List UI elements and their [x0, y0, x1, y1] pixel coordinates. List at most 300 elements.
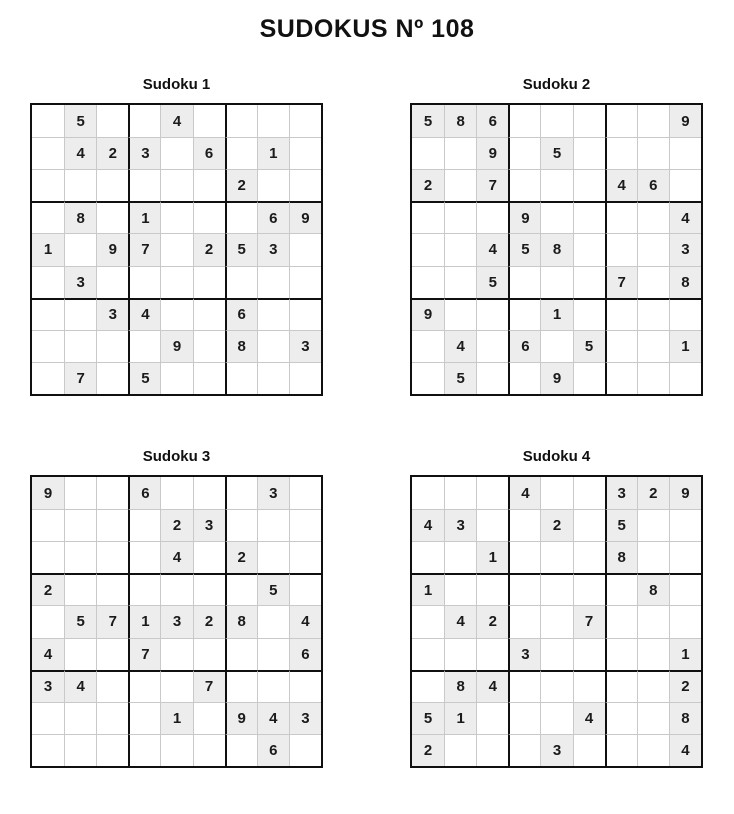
sudoku-cell: 6 [225, 298, 257, 330]
sudoku-cell: 3 [605, 477, 637, 509]
sudoku-cell [128, 573, 160, 605]
sudoku-cell [64, 330, 96, 362]
sudoku-cell: 3 [32, 670, 64, 702]
sudoku-cell [573, 477, 605, 509]
sudoku-cell: 2 [412, 169, 444, 201]
sudoku-cell [257, 169, 289, 201]
sudoku-cell: 1 [32, 233, 64, 265]
printable-sudoku-page [0, 14, 734, 768]
sudoku-cell [540, 330, 572, 362]
sudoku-cell: 8 [64, 201, 96, 233]
sudoku-cell [96, 670, 128, 702]
sudoku-cell [508, 541, 540, 573]
sudoku-cell [476, 362, 508, 394]
sudoku-cell [128, 105, 160, 137]
sudoku-cell: 4 [257, 702, 289, 734]
sudoku-cell [32, 137, 64, 169]
sudoku-4-board [410, 475, 703, 768]
sudoku-cell: 4 [64, 137, 96, 169]
sudoku-cell: 9 [669, 477, 701, 509]
sudoku-cell: 4 [412, 509, 444, 541]
sudoku-cell [573, 362, 605, 394]
sudoku-cell: 8 [444, 105, 476, 137]
sudoku-cell: 4 [160, 105, 192, 137]
sudoku-cell [605, 137, 637, 169]
sudoku-cell [476, 201, 508, 233]
sudoku-cell: 7 [64, 362, 96, 394]
sudoku-cell [508, 169, 540, 201]
sudoku-cell: 4 [160, 541, 192, 573]
sudoku-cell: 6 [637, 169, 669, 201]
sudoku-cell: 3 [257, 477, 289, 509]
sudoku-cell [637, 137, 669, 169]
sudoku-cell [257, 638, 289, 670]
sudoku-cell [573, 573, 605, 605]
sudoku-cell: 1 [128, 201, 160, 233]
sudoku-cell [637, 298, 669, 330]
sudoku-cell: 4 [605, 169, 637, 201]
sudoku-cell: 3 [96, 298, 128, 330]
sudoku-cell [412, 233, 444, 265]
sudoku-cell: 4 [669, 201, 701, 233]
sudoku-cell [193, 266, 225, 298]
sudoku-cell [412, 541, 444, 573]
sudoku-cell [637, 541, 669, 573]
sudoku-cell [160, 477, 192, 509]
sudoku-cell [289, 541, 321, 573]
sudoku-cell [573, 266, 605, 298]
sudoku-cell [128, 266, 160, 298]
sudoku-cell [160, 573, 192, 605]
sudoku-cell [444, 573, 476, 605]
sudoku-cell: 5 [412, 702, 444, 734]
sudoku-cell [669, 605, 701, 637]
sudoku-cell: 3 [540, 734, 572, 766]
sudoku-cell: 6 [476, 105, 508, 137]
sudoku-cell [508, 734, 540, 766]
sudoku-cell: 4 [476, 233, 508, 265]
sudoku-cell [476, 298, 508, 330]
sudoku-cell [225, 362, 257, 394]
sudoku-cell [540, 266, 572, 298]
sudoku-cell [508, 266, 540, 298]
sudoku-cell: 7 [573, 605, 605, 637]
sudoku-cell: 1 [160, 702, 192, 734]
sudoku-cell [605, 573, 637, 605]
sudoku-cell [508, 702, 540, 734]
sudoku-cell [573, 541, 605, 573]
sudoku-cell [540, 638, 572, 670]
sudoku-cell [193, 298, 225, 330]
sudoku-cell [160, 201, 192, 233]
sudoku-cell: 9 [225, 702, 257, 734]
sudoku-cell [573, 137, 605, 169]
sudoku-cell [289, 105, 321, 137]
sudoku-cell [605, 298, 637, 330]
sudoku-cell [160, 233, 192, 265]
sudoku-cell: 9 [32, 477, 64, 509]
sudoku-cell [64, 509, 96, 541]
sudoku-cell [96, 105, 128, 137]
sudoku-cell: 8 [225, 330, 257, 362]
sudoku-cell [412, 670, 444, 702]
sudoku-cell [508, 105, 540, 137]
sudoku-cell [32, 266, 64, 298]
sudoku-cell [573, 734, 605, 766]
sudoku-cell [412, 477, 444, 509]
sudoku-cell [128, 509, 160, 541]
sudoku-cell: 3 [64, 266, 96, 298]
sudoku-cell [257, 298, 289, 330]
sudoku-cell [225, 573, 257, 605]
sudoku-cell: 6 [289, 638, 321, 670]
sudoku-cell [32, 298, 64, 330]
sudoku-cell [32, 734, 64, 766]
sudoku-cell: 4 [476, 670, 508, 702]
sudoku-cell: 2 [637, 477, 669, 509]
sudoku-cell [540, 477, 572, 509]
sudoku-cell [257, 330, 289, 362]
sudoku-cell: 1 [128, 605, 160, 637]
sudoku-cell [32, 702, 64, 734]
sudoku-cell [412, 266, 444, 298]
sudoku-cell [637, 266, 669, 298]
sudoku-cell [573, 509, 605, 541]
sudoku-cell [508, 137, 540, 169]
sudoku-cell: 1 [476, 541, 508, 573]
sudoku-1-board [30, 103, 323, 396]
sudoku-cell [160, 670, 192, 702]
sudoku-cell: 8 [637, 573, 669, 605]
sudoku-cell: 4 [444, 330, 476, 362]
sudoku-cell [225, 137, 257, 169]
sudoku-cell: 5 [605, 509, 637, 541]
sudoku-cell: 5 [540, 137, 572, 169]
sudoku-cell [444, 137, 476, 169]
sudoku-cell: 4 [64, 670, 96, 702]
sudoku-cell: 2 [540, 509, 572, 541]
sudoku-cell [257, 605, 289, 637]
sudoku-cell: 5 [476, 266, 508, 298]
sudoku-cell [289, 266, 321, 298]
sudoku-cell [289, 670, 321, 702]
sudoku-cell: 4 [669, 734, 701, 766]
sudoku-cell: 3 [669, 233, 701, 265]
sudoku-cell [64, 573, 96, 605]
sudoku-cell [160, 137, 192, 169]
sudoku-cell: 5 [444, 362, 476, 394]
sudoku-cell: 3 [128, 137, 160, 169]
sudoku-cell [64, 541, 96, 573]
sudoku-cell [128, 541, 160, 573]
sudoku-cell: 3 [289, 702, 321, 734]
sudoku-row-bottom [30, 448, 703, 768]
sudoku-cell [605, 233, 637, 265]
sudoku-cell: 5 [412, 105, 444, 137]
sudoku-cell [225, 201, 257, 233]
sudoku-cell [128, 330, 160, 362]
sudoku-cell: 5 [64, 605, 96, 637]
sudoku-cell [257, 105, 289, 137]
sudoku-cell [64, 702, 96, 734]
sudoku-cell [573, 201, 605, 233]
sudoku-cell [573, 233, 605, 265]
sudoku-cell [128, 702, 160, 734]
sudoku-cell [444, 233, 476, 265]
sudoku-cell [412, 638, 444, 670]
sudoku-cell [64, 233, 96, 265]
sudoku-cell [540, 105, 572, 137]
sudoku-cell [637, 201, 669, 233]
sudoku-4-block [410, 448, 703, 768]
sudoku-cell [444, 266, 476, 298]
sudoku-cell: 1 [257, 137, 289, 169]
sudoku-2-board [410, 103, 703, 396]
sudoku-4-title: Sudoku 4 [522, 448, 591, 465]
sudoku-cell [160, 298, 192, 330]
sudoku-cell [605, 362, 637, 394]
sudoku-cell [289, 509, 321, 541]
sudoku-cell: 4 [573, 702, 605, 734]
sudoku-cell [225, 638, 257, 670]
sudoku-cell: 5 [508, 233, 540, 265]
sudoku-cell [193, 702, 225, 734]
sudoku-cell: 1 [669, 638, 701, 670]
sudoku-cell [289, 477, 321, 509]
sudoku-cell [96, 477, 128, 509]
sudoku-cell [637, 233, 669, 265]
sudoku-cell [289, 169, 321, 201]
sudoku-cell [225, 734, 257, 766]
sudoku-cell [32, 169, 64, 201]
sudoku-cell [193, 638, 225, 670]
sudoku-cell [476, 638, 508, 670]
sudoku-cell [96, 734, 128, 766]
sudoku-cell [96, 638, 128, 670]
sudoku-cell: 2 [193, 233, 225, 265]
sudoku-cell [476, 509, 508, 541]
sudoku-cell [476, 702, 508, 734]
sudoku-cell [193, 734, 225, 766]
sudoku-cell [96, 362, 128, 394]
sudoku-cell: 9 [160, 330, 192, 362]
sudoku-cell [637, 638, 669, 670]
sudoku-cell [257, 509, 289, 541]
sudoku-cell [476, 477, 508, 509]
sudoku-cell [225, 509, 257, 541]
sudoku-cell [160, 362, 192, 394]
sudoku-cell [225, 670, 257, 702]
sudoku-cell: 2 [412, 734, 444, 766]
sudoku-cell [96, 702, 128, 734]
sudoku-cell [160, 734, 192, 766]
sudoku-cell: 4 [32, 638, 64, 670]
sudoku-cell: 3 [257, 233, 289, 265]
sudoku-cell: 6 [128, 477, 160, 509]
sudoku-cell [225, 266, 257, 298]
sudoku-cell: 3 [508, 638, 540, 670]
sudoku-cell: 9 [96, 233, 128, 265]
sudoku-cell [64, 638, 96, 670]
sudoku-cell [128, 670, 160, 702]
sudoku-cell: 2 [225, 541, 257, 573]
sudoku-cell: 7 [96, 605, 128, 637]
sudoku-cell: 5 [128, 362, 160, 394]
sudoku-cell: 3 [160, 605, 192, 637]
sudoku-1-block [30, 76, 323, 396]
sudoku-cell [257, 266, 289, 298]
sudoku-cell: 3 [289, 330, 321, 362]
sudoku-cell [289, 298, 321, 330]
sudoku-cell: 4 [128, 298, 160, 330]
sudoku-cell [444, 638, 476, 670]
sudoku-cell: 2 [476, 605, 508, 637]
sudoku-cell: 1 [444, 702, 476, 734]
sudoku-cell [573, 298, 605, 330]
sudoku-cell [444, 734, 476, 766]
sudoku-cell: 9 [669, 105, 701, 137]
sudoku-cell [193, 169, 225, 201]
sudoku-cell: 7 [128, 233, 160, 265]
sudoku-cell [637, 330, 669, 362]
sudoku-cell [669, 137, 701, 169]
sudoku-cell [444, 298, 476, 330]
sudoku-cell: 8 [605, 541, 637, 573]
sudoku-cell: 5 [225, 233, 257, 265]
sudoku-cell: 1 [669, 330, 701, 362]
sudoku-3-title: Sudoku 3 [142, 448, 211, 465]
sudoku-cell [160, 638, 192, 670]
sudoku-cell [637, 362, 669, 394]
sudoku-cell: 2 [193, 605, 225, 637]
sudoku-3-board [30, 475, 323, 768]
sudoku-cell: 4 [508, 477, 540, 509]
sudoku-cell [64, 477, 96, 509]
sudoku-cell: 2 [669, 670, 701, 702]
sudoku-cell [605, 734, 637, 766]
sudoku-cell [508, 605, 540, 637]
sudoku-cell [476, 734, 508, 766]
sudoku-cell [96, 330, 128, 362]
sudoku-cell [669, 362, 701, 394]
sudoku-cell [605, 670, 637, 702]
sudoku-cell: 2 [96, 137, 128, 169]
sudoku-cell [540, 201, 572, 233]
sudoku-cell: 8 [540, 233, 572, 265]
page-title: SUDOKUS Nº 108 [259, 15, 475, 43]
sudoku-cell [637, 670, 669, 702]
sudoku-cell [605, 201, 637, 233]
sudoku-cell [289, 573, 321, 605]
sudoku-cell [64, 298, 96, 330]
sudoku-cell: 4 [289, 605, 321, 637]
sudoku-cell: 9 [540, 362, 572, 394]
sudoku-cell [508, 362, 540, 394]
sudoku-cell [193, 201, 225, 233]
sudoku-cell [193, 105, 225, 137]
sudoku-3-block [30, 448, 323, 768]
sudoku-cell [412, 330, 444, 362]
sudoku-cell [128, 734, 160, 766]
sudoku-cell: 6 [193, 137, 225, 169]
sudoku-cell [32, 201, 64, 233]
sudoku-cell [160, 169, 192, 201]
sudoku-cell: 8 [669, 702, 701, 734]
sudoku-cell [540, 605, 572, 637]
sudoku-cell: 2 [32, 573, 64, 605]
sudoku-cell: 7 [605, 266, 637, 298]
sudoku-cell [289, 233, 321, 265]
sudoku-cell [605, 330, 637, 362]
sudoku-cell: 7 [476, 169, 508, 201]
sudoku-cell: 8 [669, 266, 701, 298]
sudoku-cell: 7 [193, 670, 225, 702]
sudoku-cell [637, 734, 669, 766]
sudoku-cell [289, 362, 321, 394]
sudoku-cell [412, 137, 444, 169]
sudoku-cell [412, 201, 444, 233]
sudoku-cell [32, 605, 64, 637]
sudoku-cell [508, 573, 540, 605]
sudoku-cell [257, 541, 289, 573]
sudoku-cell [96, 266, 128, 298]
sudoku-cell [573, 105, 605, 137]
sudoku-cell: 2 [225, 169, 257, 201]
sudoku-cell [96, 573, 128, 605]
sudoku-cell [573, 638, 605, 670]
sudoku-cell [605, 605, 637, 637]
sudoku-cell [637, 605, 669, 637]
sudoku-cell: 6 [508, 330, 540, 362]
sudoku-cell [605, 105, 637, 137]
sudoku-cell: 1 [412, 573, 444, 605]
sudoku-cell [540, 573, 572, 605]
sudoku-cell [444, 477, 476, 509]
sudoku-cell [540, 702, 572, 734]
sudoku-cell [444, 541, 476, 573]
sudoku-cell [637, 702, 669, 734]
sudoku-cell [289, 734, 321, 766]
sudoku-cell [573, 670, 605, 702]
sudoku-cell [96, 169, 128, 201]
sudoku-cell [605, 702, 637, 734]
sudoku-cell: 9 [508, 201, 540, 233]
sudoku-cell: 8 [225, 605, 257, 637]
sudoku-cell: 9 [412, 298, 444, 330]
sudoku-cell: 1 [540, 298, 572, 330]
sudoku-cell: 3 [193, 509, 225, 541]
sudoku-cell [540, 670, 572, 702]
sudoku-cell [476, 573, 508, 605]
sudoku-cell [669, 298, 701, 330]
sudoku-cell: 9 [476, 137, 508, 169]
sudoku-cell: 6 [257, 734, 289, 766]
sudoku-cell: 3 [444, 509, 476, 541]
sudoku-cell [573, 169, 605, 201]
sudoku-cell [605, 638, 637, 670]
sudoku-cell: 6 [257, 201, 289, 233]
sudoku-cell [193, 573, 225, 605]
sudoku-cell [412, 605, 444, 637]
sudoku-cell: 7 [128, 638, 160, 670]
sudoku-cell [669, 541, 701, 573]
sudoku-cell [540, 169, 572, 201]
sudoku-row-top [30, 76, 703, 396]
sudoku-cell [476, 330, 508, 362]
sudoku-cell [225, 477, 257, 509]
sudoku-cell: 9 [289, 201, 321, 233]
sudoku-cell [160, 266, 192, 298]
